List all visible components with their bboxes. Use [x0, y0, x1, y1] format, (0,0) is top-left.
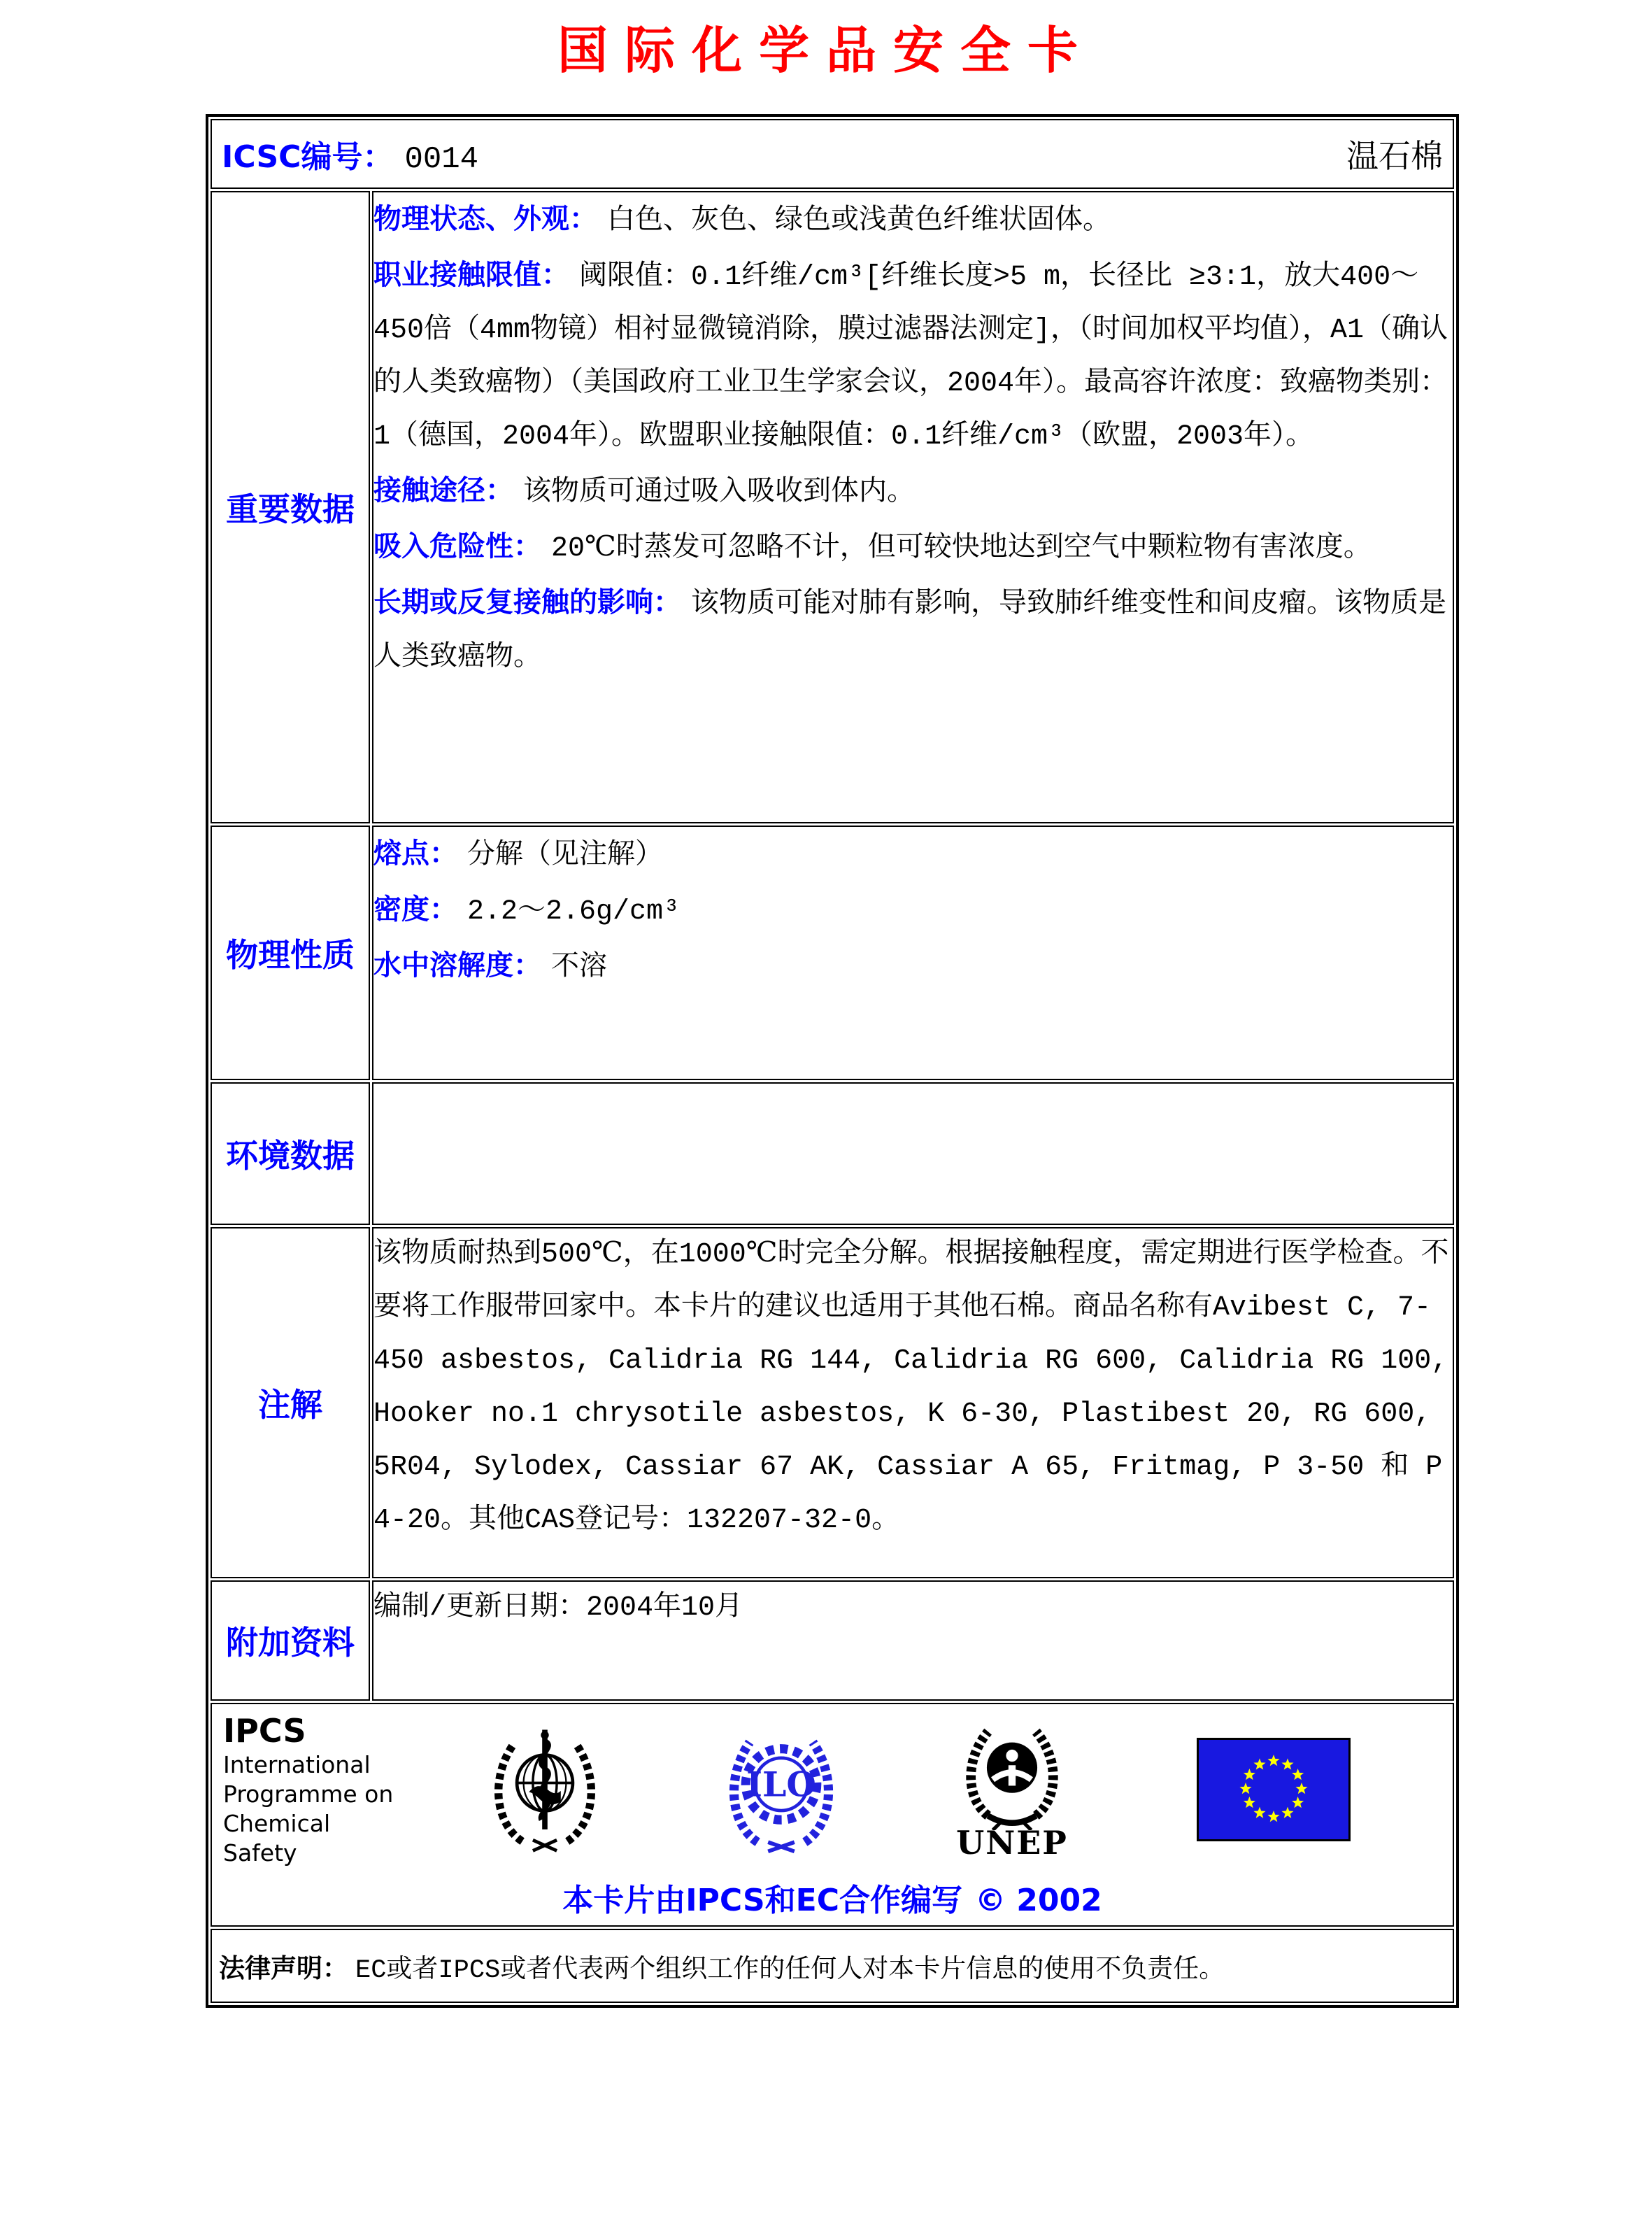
section-label-environmental-data: 环境数据 [211, 1082, 370, 1225]
physical-properties-content [372, 826, 1454, 1080]
who-logo-icon [476, 1723, 613, 1856]
credit-text: 本卡片由IPCS和EC合作编写 [562, 1883, 962, 1918]
item-text: 该物质可通过吸入吸收到体内。 [523, 477, 915, 509]
important-data-item [373, 464, 1453, 520]
item-label: 熔点： [373, 837, 457, 870]
header-cell [211, 119, 1454, 189]
item-label: 吸入危险性： [373, 530, 541, 562]
additional-info-row [211, 1580, 1454, 1701]
section-label-additional-info: 附加资料 [211, 1580, 370, 1701]
notes-row [211, 1227, 1454, 1578]
important-data-content [372, 191, 1454, 823]
physical-property-item [373, 827, 1453, 883]
section-label-notes: 注解 [211, 1227, 370, 1578]
logos-row [211, 1703, 1454, 1927]
important-data-row [211, 191, 1454, 823]
ipcs-block [223, 1711, 398, 1868]
section-label-important-data: 重要数据 [211, 191, 370, 823]
important-data-item [373, 192, 1453, 248]
ipcs-acronym: IPCS [223, 1712, 306, 1750]
physical-property-item [373, 883, 1453, 939]
important-data-item [373, 520, 1453, 576]
item-label: 物理状态、外观： [373, 203, 597, 235]
legal-text: EC或者IPCS或者代表两个组织工作的任何人对本卡片信息的使用不负责任。 [355, 1955, 1225, 1985]
item-label: 水中溶解度： [373, 949, 541, 982]
important-data-item [373, 248, 1453, 464]
item-label: 长期或反复接触的影响： [373, 586, 681, 618]
additional-info-content: 编制/更新日期：2004年10月 [372, 1580, 1454, 1701]
physical-properties-row [211, 826, 1454, 1080]
logos-cell [211, 1703, 1454, 1927]
icsc-card-table [206, 114, 1459, 2008]
environmental-data-content [372, 1082, 1454, 1225]
eu-flag-icon [1197, 1738, 1351, 1841]
notes-content: 该物质耐热到500℃，在1000℃时完全分解。根据接触程度，需定期进行医学检查。不要将工作服带回家中。本卡片的建议也适用于其他石棉。商品名称有Avibest C, 7-450 asbestos, Calidria RG 144, Calidria RG 600, Calidria RG 100, Hooker no.1 chrysotile asbestos, K 6-30, Plastibest 20, RG 600, 5R04, Sylodex, Cassiar 67 AK, Cassiar A 65, Fritmag, P 3-50 和 P 4-20。其他CAS登记号：132207-32-0。 [372, 1227, 1454, 1578]
page-title: 国际化学品安全卡 [557, 21, 1095, 80]
item-text: 白色、灰色、绿色或浅黄色纤维状固体。 [607, 206, 1111, 237]
item-label: 密度： [373, 893, 457, 926]
ipcs-line1: International [223, 1751, 371, 1778]
section-label-physical-properties: 物理性质 [211, 826, 370, 1080]
icsc-number-label: ICSC编号： [222, 139, 394, 175]
item-text: 2.2～2.6g/cm³ [467, 896, 681, 928]
environmental-data-row [211, 1082, 1454, 1225]
item-text: 分解（见注解） [467, 840, 663, 872]
legal-cell [211, 1929, 1454, 2003]
header-row [211, 119, 1454, 189]
ilo-logo-icon [715, 1723, 847, 1856]
item-text: 不溶 [551, 952, 607, 984]
credit-copyright: © 2002 [974, 1883, 1102, 1918]
unep-wordmark: UNEP [956, 1824, 1068, 1862]
legal-row [211, 1929, 1454, 2003]
ipcs-line3: Chemical Safety [223, 1810, 331, 1867]
item-label: 职业接触限值： [373, 259, 569, 291]
icsc-number [222, 132, 478, 177]
important-data-item [373, 576, 1453, 685]
item-text: 该物质可能对肺有影响，导致肺纤维变性和间皮瘤。该物质是人类致癌物。 [373, 589, 1446, 674]
icsc-number-value: 0014 [404, 141, 479, 177]
logos-strip [223, 1711, 1441, 1868]
item-text: 20℃时蒸发可忽略不计，但可较快地达到空气中颗粒物有害浓度。 [551, 533, 1372, 565]
legal-label: 法律声明： [219, 1953, 348, 1983]
item-text: 阈限值：0.1纤维/cm³[纤维长度>5 m，长径比 ≥3:1，放大400～450倍（4mm物镜）相衬显微镜消除，膜过滤器法测定]，（时间加权平均值），A1（确认的人类致癌物）（美国政府工业卫生学家会议，2004年）。最高容许浓度：致癌物类别：1（德国，2004年）。欧盟职业接触限值：0.1纤维/cm³（欧盟，2003年）。 [373, 262, 1448, 453]
ilo-monogram: ILO [746, 1764, 816, 1805]
ipcs-line2: Programme on [223, 1780, 394, 1808]
credit-line [223, 1875, 1441, 1920]
physical-property-item [373, 939, 1453, 995]
chemical-name: 温石棉 [1346, 137, 1443, 175]
item-label: 接触途径： [373, 474, 513, 507]
unep-logo-icon [952, 1720, 1072, 1860]
